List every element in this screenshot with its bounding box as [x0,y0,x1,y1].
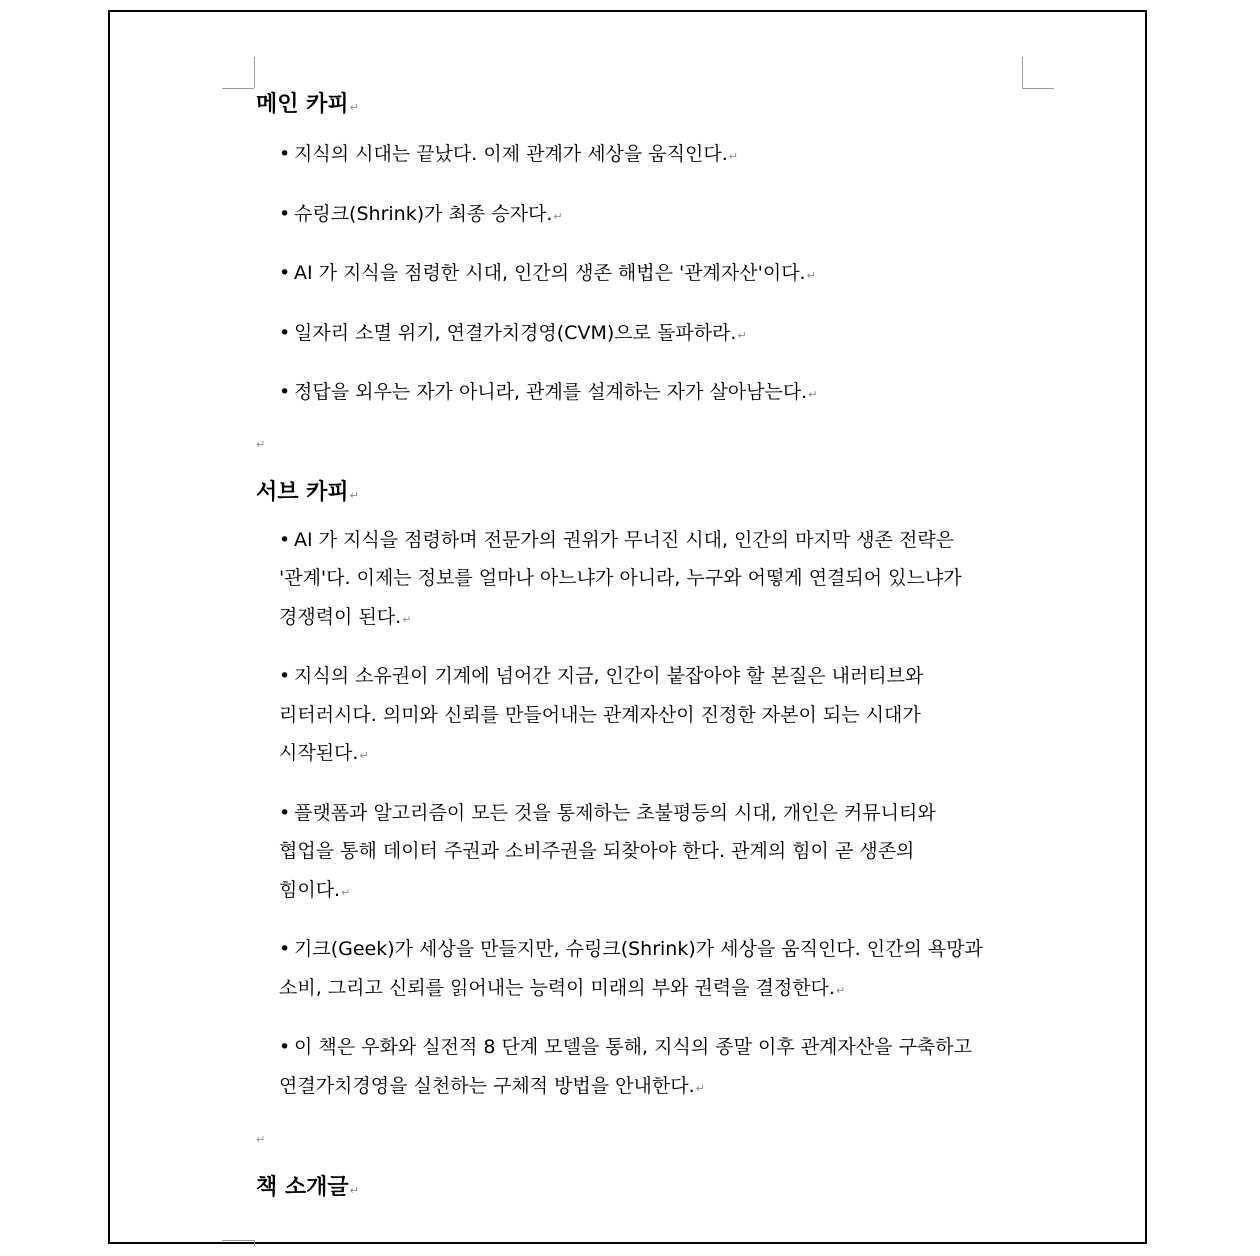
main-copy-item: • 정답을 외우는 자가 아니라, 관계를 설계하는 자가 살아남는다.↵ [256,373,1036,415]
document-body[interactable] [256,90,1036,1203]
bullet-glyph: • [279,381,291,403]
main-copy-item: • 일자리 소멸 위기, 연결가치경영(CVM)으로 돌파하라.↵ [256,314,1036,356]
main-copy-item: • 슈링크(Shrink)가 최종 승자다.↵ [256,195,1036,237]
paragraph-mark: ↵ [349,488,359,502]
main-copy-heading: 메인 카피↵ [256,92,359,117]
bullet-glyph: • [279,202,291,225]
sub-copy-item: • 기크(Geek)가 세상을 만들지만, 슈링크(Shrink)가 세상을 움직인다. 인간의 욕망과 소비, 그리고 신뢰를 읽어내는 능력이 미래의 부와 권력을 결정한다.↵ [256,930,1036,1010]
document-page [108,10,1147,1244]
bullet-glyph: • [279,1036,291,1058]
bullet-glyph: • [279,938,291,960]
sub-copy-item: • AI 가 지식을 점령하며 전문가의 권위가 무너진 시대, 인간의 마지막 생존 전략은 '관계'다. 이제는 정보를 얼마나 아느냐가 아니라, 누구와 어떻게 연결되어 있느냐가 경쟁력이 된다.↵ [256,521,1036,640]
bullet-glyph: • [279,801,291,824]
sub-copy-item: • 이 책은 우화와 실전적 8 단계 모델을 통해, 지식의 종말 이후 관계자산을 구축하고 연결가치경영을 실천하는 구체적 방법을 안내한다.↵ [256,1028,1036,1108]
sub-copy-item: • 플랫폼과 알고리즘이 모든 것을 통제하는 초불평등의 시대, 개인은 커뮤니티와 협업을 통해 데이터 주권과 소비주권을 되찾아야 한다. 관계의 힘이 곧 생존의 힘이다.↵ [256,794,1036,913]
bullet-glyph: • [279,321,291,344]
bullet-glyph: • [279,262,291,284]
sub-copy-heading: 서브 카피↵ [256,479,359,505]
sub-copy-list [256,521,1036,1109]
bullet-glyph: • [279,143,291,165]
bullet-glyph: • [279,665,291,687]
sub-copy-item: • 지식의 소유권이 기계에 넘어간 지금, 인간이 붙잡아야 할 본질은 내러티브와 리터러시다. 의미와 신뢰를 만들어내는 관계자산이 진정한 자본이 되는 시대가 시작된다.↵ [256,657,1036,776]
main-copy-item: • 지식의 시대는 끝났다. 이제 관계가 세상을 움직인다.↵ [256,135,1036,177]
bullet-glyph: • [279,528,291,551]
main-copy-item: • AI 가 지식을 점령한 시대, 인간의 생존 해법은 '관계자산'이다.↵ [256,254,1036,296]
empty-paragraph: ↵ [256,1133,266,1146]
paragraph-mark: ↵ [349,1184,359,1197]
main-copy-list [256,135,1036,415]
book-intro-heading: 책 소개글↵ [256,1175,359,1200]
empty-paragraph: ↵ [256,437,266,451]
paragraph-mark: ↵ [349,101,359,114]
